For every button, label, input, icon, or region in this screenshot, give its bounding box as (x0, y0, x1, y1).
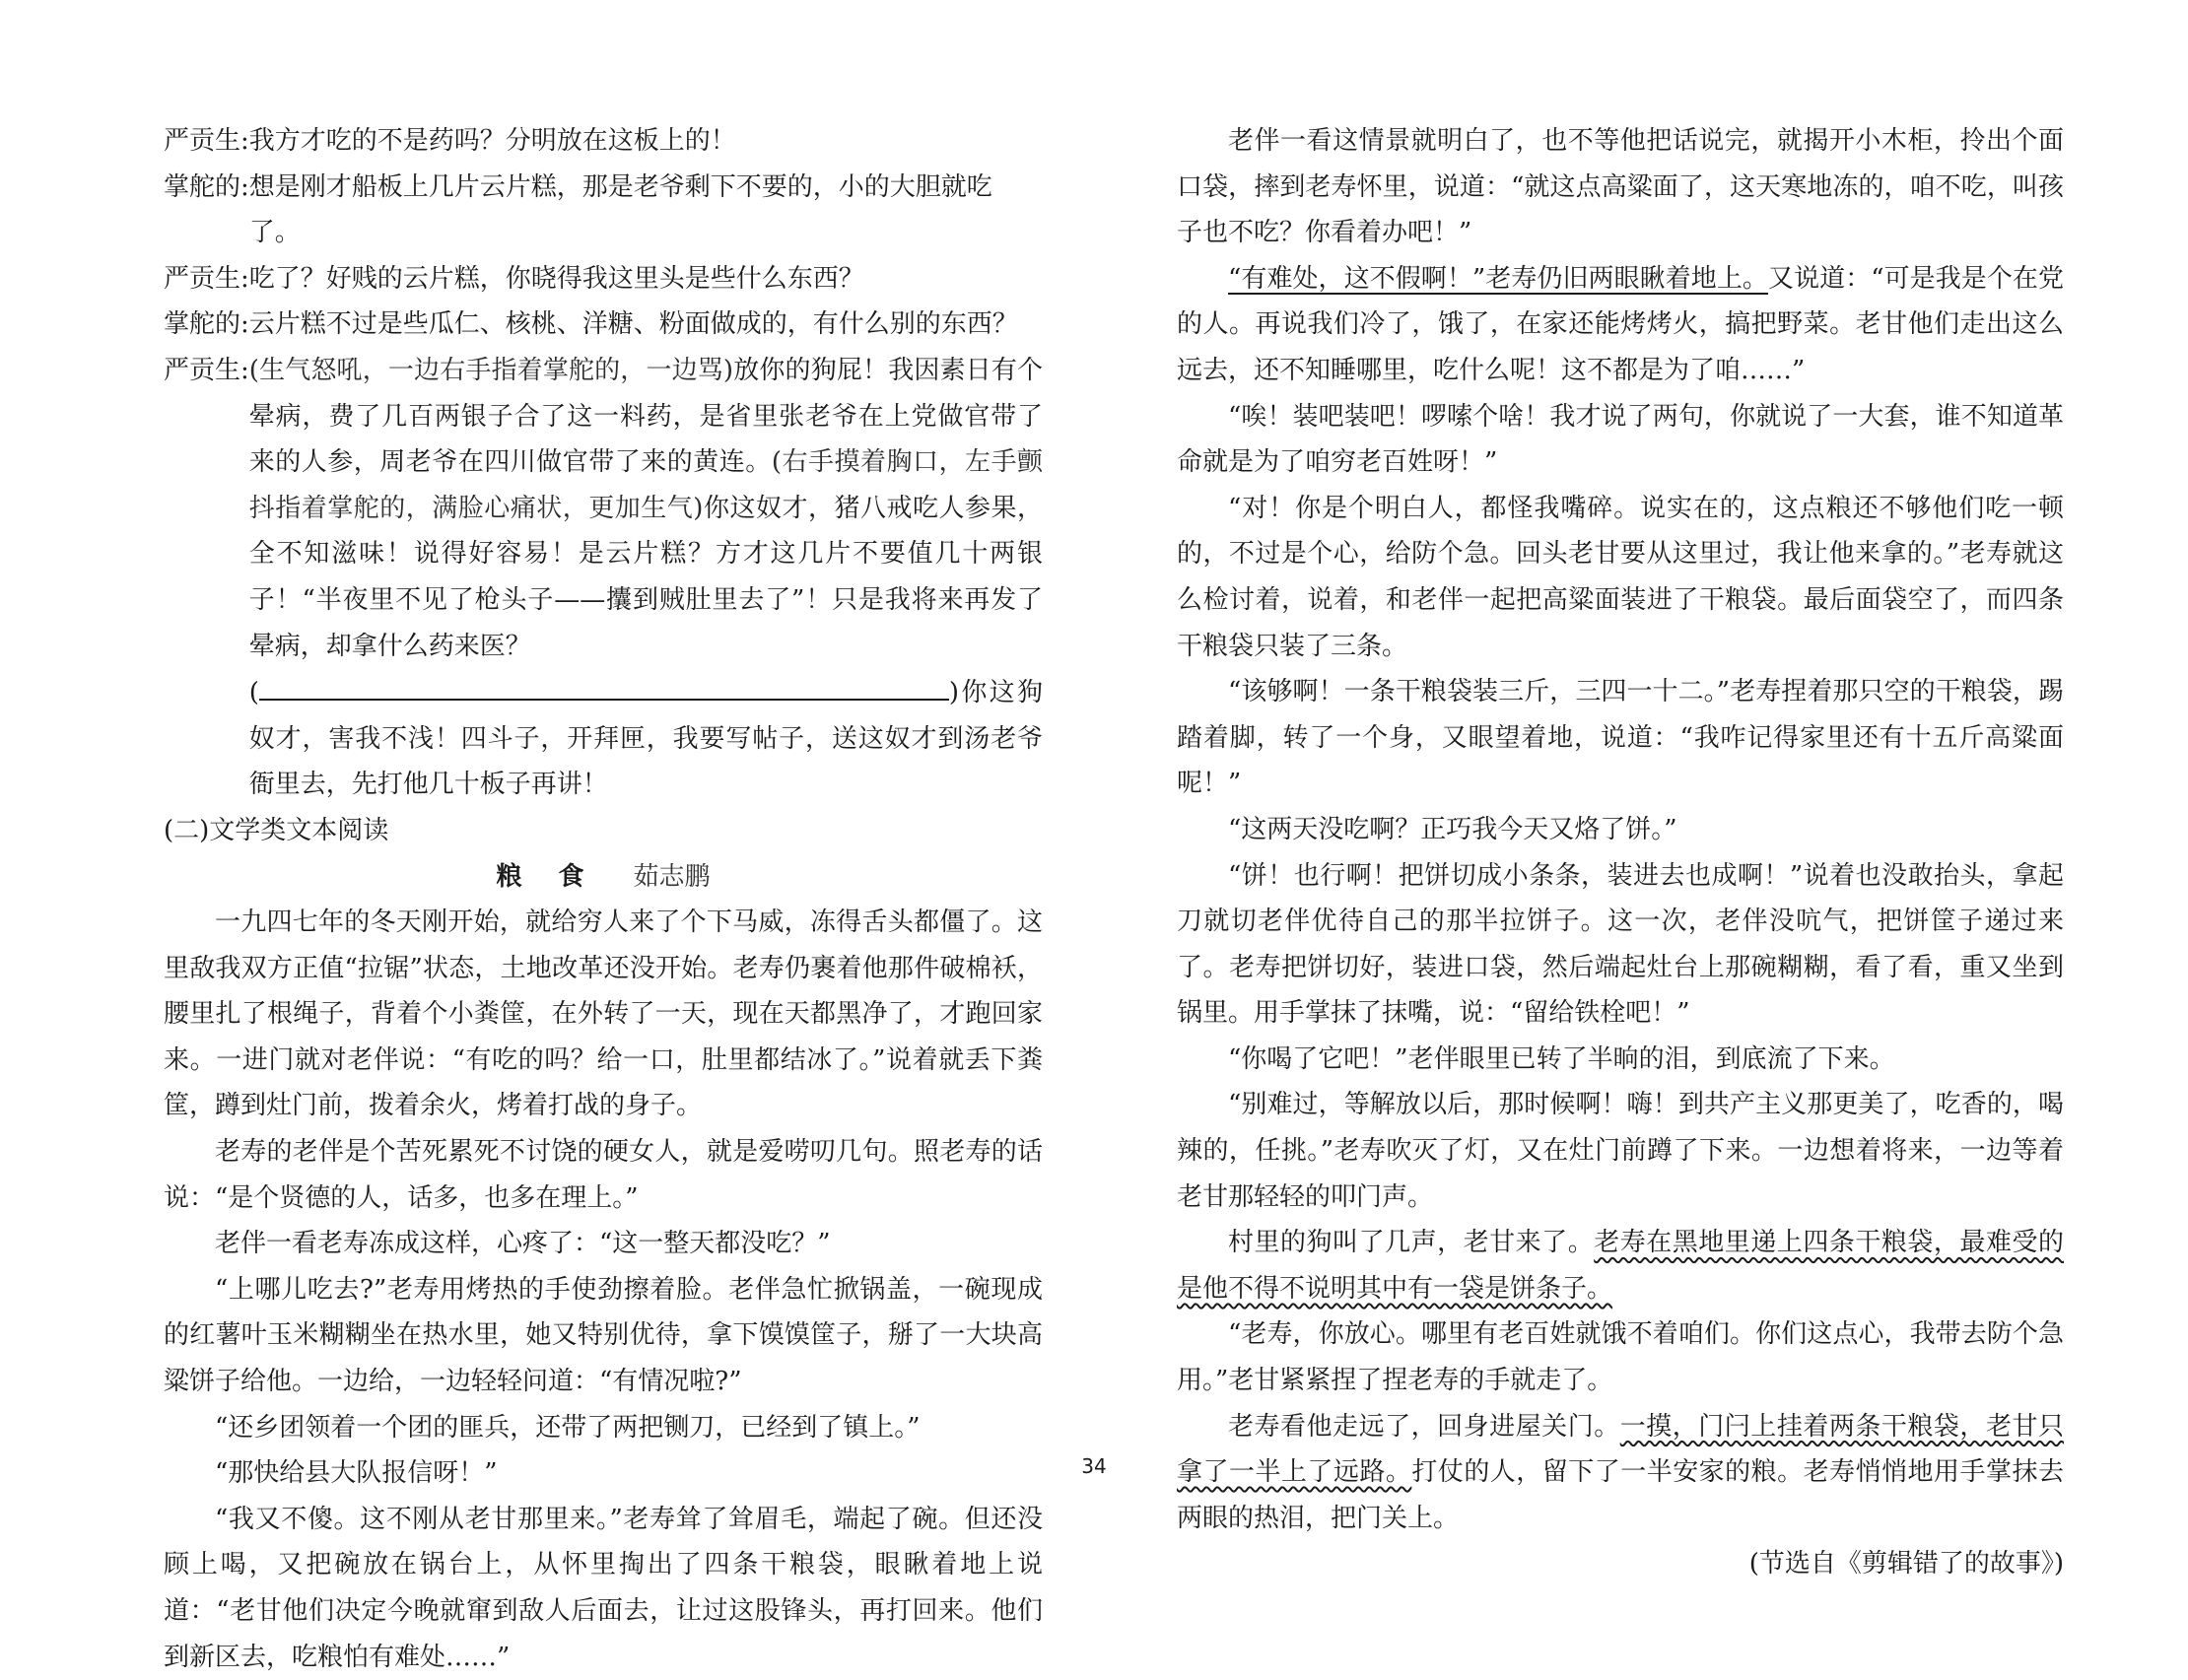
dialog-line (164, 118, 1043, 165)
stage-direction: (生气怒吼，一边右手指着掌舵的，一边骂) (248, 355, 734, 385)
dialog-text: 云片糕不过是些瓜仁、核桃、洋糖、粉面做成的，有什么别的东西？ (248, 309, 1018, 340)
stage-direction: (右手摸着胸口，左手颤抖指着掌舵的，满脸心痛状，更加生气) (248, 447, 1043, 523)
story-paragraph: “饼！也行啊！把饼切成小条条，装进去也成啊！”说着也没敢抬头，拿起刀就切老伴优待自己的那半拉饼子。这一次，老伴没吭气，把饼筐子递过来了。老寿把饼切好，装进口袋，然后端起灶台上那碗糊糊，看了看，重又坐到锅里。用手掌抹了抹嘴，说：“留给铁栓吧！” (1177, 860, 2064, 1029)
story-paragraph: “该够啊！一条干粮袋装三斤，三四一十二。”老寿捏着那只空的干粮袋，踢踏着脚，转了一个身，又眼望着地，说道：“我咋记得家里还有十五斤高粱面呢！” (1177, 677, 2064, 799)
dialog-line (164, 302, 1043, 348)
story-title-line (164, 854, 1043, 901)
underlined-sentence: “有难处，这不假啊！”老寿仍旧两眼瞅着地上。 (1228, 263, 1768, 294)
story-paragraph (1177, 256, 2064, 394)
story-paragraph: “对！你是个明白人，都怪我嘴碎。说实在的，这点粮还不够他们吃一顿的，不过是个心，给防个急。回头老甘要从这里过，我让他来拿的。”老寿就这么检讨着，说着，和老伴一起把高粱面装进了干粮袋。最后面袋空了，而四条干粮袋只装了三条。 (1177, 493, 2064, 661)
page-number: 34 (1081, 1454, 1107, 1478)
right-column (1177, 118, 2064, 1587)
speaker-label: 掌舵的: (164, 309, 249, 340)
story-paragraph: 一九四七年的冬天刚开始，就给穷人来了个下马威，冻得舌头都僵了。这里敌我双方正值“拉锯”状态，土地改革还没开始。老寿仍裹着他那件破棉袄，腰里扎了根绳子，背着个小粪筐，在外转了一天，现在天都黑净了，才跑回家来。一进门就对老伴说：“有吃的吗？给一口，肚里都结冰了。”说着就丢下粪筐，蹲到灶门前，拨着余火，烤着打战的身子。 (164, 907, 1043, 1121)
dialog-text: 想是刚才船板上几片云片糕，那是老爷剩下不要的，小的大胆就吃了。 (248, 171, 992, 248)
story-paragraph: “那快给县大队报信呀！” (215, 1458, 498, 1489)
story-paragraph: 老伴一看老寿冻成这样，心疼了：“这一整天都没吃？” (215, 1229, 831, 1259)
section-heading: (二)文学类文本阅读 (164, 815, 389, 845)
story-paragraph (1177, 1404, 2064, 1542)
paragraph-text: 又说道：“可是我是个在党的人。再说我们冷了，饿了，在家还能烤烤火，搞把野菜。老甘他们走出这么远去，还不知睡哪里，吃什么呢！这不都是为了咱……” (1177, 263, 2064, 385)
speech-text: 放你的狗屁！我因素日有个晕病，费了几百两银子合了这一料药，是省里张老爷在上党做官带了来的人参，周老爷在四川做官带了来的黄连。 (248, 355, 1043, 478)
blank-close-paren: ) (948, 678, 960, 708)
source-citation: (节选自《剪辑错了的故事》) (1748, 1549, 2064, 1579)
story-paragraph: “上哪儿吃去?”老寿用烤热的手使劲擦着脸。老伴急忙掀锅盖，一碗现成的红薯叶玉米糊糊坐在热水里，她又特别优待，拿下馍馍筐子，掰了一大块高粱饼子给他。一边给，一边轻轻问道：“有情况啦?” (164, 1274, 1043, 1397)
wavy-underlined-sentence: 一摸，门闩上挂着两条干粮袋，老甘只拿了一半上了远路。 (1177, 1411, 2064, 1488)
story-paragraph: “唉！装吧装吧！啰嗦个啥！我才说了两句，你就说了一大套，谁不知道革命就是为了咱穷老百姓呀！” (1177, 401, 2064, 478)
story-title: 粮 食 (496, 861, 598, 892)
speaker-label: 严贡生: (164, 355, 249, 385)
story-paragraph: “别难过，等解放以后，那时候啊！嗨！到共产主义那更美了，吃香的，喝辣的，任挑。”老寿吹灭了灯，又在灶门前蹲了下来。一边想着将来，一边等着老甘那轻轻的叩门声。 (1177, 1090, 2064, 1212)
paragraph-text: 打仗的人，留下了一半安家的粮。老寿悄悄地用手掌抹去两眼的热泪，把门关上。 (1177, 1457, 2064, 1533)
speech-text: 你这狗奴才，害我不浅！四斗子，开拜匣，我要写帖子，送这奴才到汤老爷衙里去，先打他几十板子再讲！ (248, 678, 1043, 800)
dialog-line (164, 256, 1043, 302)
speaker-label: 严贡生: (164, 126, 249, 156)
speech-text: 你这奴才，猪八戒吃人参果，全不知滋味！说得好容易！是云片糕？方才这几片不要值几十两银子！“半夜里不见了枪头子——攮到贼肚里去了”！只是我将来再发了晕病，却拿什么药来医？ (248, 493, 1043, 661)
dialog-long-speech (164, 348, 1043, 808)
speaker-label: 掌舵的: (164, 171, 249, 202)
story-paragraph: “还乡团领着一个团的匪兵，还带了两把铡刀，已经到了镇上。” (215, 1412, 921, 1443)
story-paragraph: “你喝了它吧！”老伴眼里已转了半晌的泪，到底流了下来。 (1228, 1043, 1895, 1074)
story-paragraph: “我又不傻。这不刚从老甘那里来。”老寿耸了耸眉毛，端起了碗。但还没顾上喝，又把碗放在锅台上，从怀里掏出了四条干粮袋，眼瞅着地上说道：“老甘他们决定今晚就窜到敌人后面去，让过这股锋头，再打回来。他们到新区去，吃粮怕有难处……” (164, 1504, 1043, 1672)
story-paragraph: “老寿，你放心。哪里有老百姓就饿不着咱们。你们这点心，我带去防个急用。”老甘紧紧捏了捏老寿的手就走了。 (1177, 1319, 2064, 1396)
dialog-text: 吃了？好贱的云片糕，你晓得我这里头是些什么东西？ (248, 263, 864, 294)
dialog-line (164, 165, 1043, 256)
story-paragraph: 老伴一看这情景就明白了，也不等他把话说完，就揭开小木柜，拎出个面口袋，摔到老寿怀里，说道：“就这点高粱面了，这天寒地冻的，咱不吃，叫孩子也不吃？你看着办吧！” (1177, 126, 2064, 248)
dialog-text (249, 348, 1043, 808)
paragraph-text: 村里的狗叫了几声，老甘来了。 (1228, 1228, 1595, 1258)
left-column (164, 118, 1043, 1680)
paragraph-text: 老寿看他走远了，回身进屋关门。 (1228, 1411, 1620, 1442)
speaker-label: 严贡生: (164, 263, 249, 294)
story-paragraph: “这两天没吃啊？正巧我今天又烙了饼。” (1228, 814, 1677, 844)
wavy-underlined-sentence: 老寿在黑地里递上四条干粮袋，最难受的是他不得不说明其中有一袋是饼条子。 (1177, 1228, 2064, 1304)
blank-open-paren: ( (248, 678, 259, 708)
dialog-text: 我方才吃的不是药吗？分明放在这板上的！ (248, 126, 736, 156)
answer-blank[interactable] (259, 669, 949, 701)
story-paragraph: 老寿的老伴是个苦死累死不讨饶的硬女人，就是爱唠叨几句。照老寿的话说：“是个贤德的人，话多，也多在理上。” (164, 1137, 1043, 1213)
story-author: 茹志鹏 (633, 861, 711, 892)
story-paragraph (1177, 1220, 2064, 1311)
